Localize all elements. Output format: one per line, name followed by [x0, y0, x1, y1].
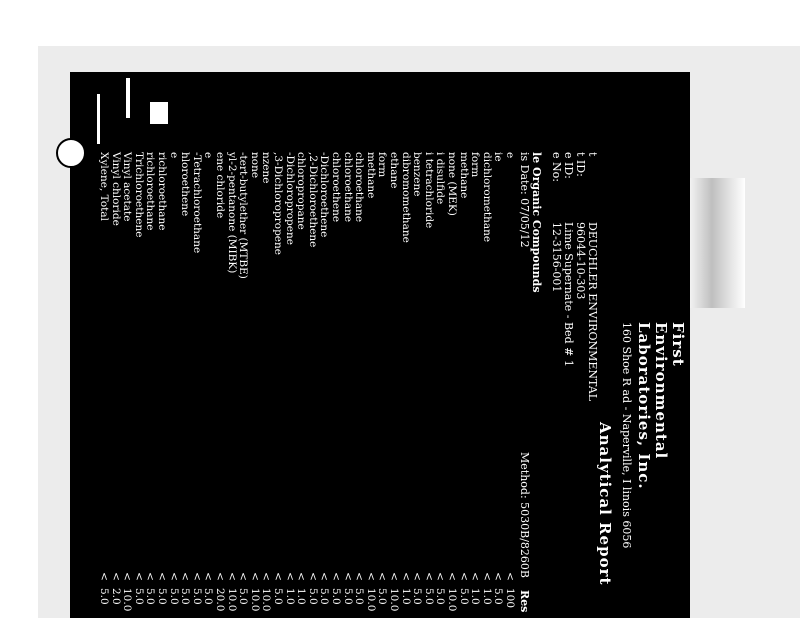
less-than-sign: < — [306, 572, 319, 581]
table-row — [422, 152, 435, 618]
compound-name: hloroethene — [179, 152, 192, 217]
less-than-sign: < — [225, 572, 238, 581]
compound-name: e — [167, 152, 180, 159]
table-row — [494, 152, 504, 618]
less-than-sign: < — [492, 572, 505, 581]
less-than-sign: < — [202, 572, 215, 581]
compound-name: ene chloride — [214, 152, 226, 219]
less-than-sign: < — [422, 572, 435, 581]
table-row — [123, 152, 133, 618]
compound-name: i disulfide — [434, 152, 447, 205]
compound-name: -Dichloropropene — [283, 152, 296, 245]
compound-name: dichloromethane — [480, 152, 493, 243]
less-than-sign: < — [167, 572, 180, 581]
result-value: 5.0 — [179, 588, 192, 605]
result-value: 20.0 — [214, 588, 226, 612]
compound-name: ethane — [388, 152, 400, 189]
table-row — [341, 152, 354, 618]
table-row — [413, 152, 423, 618]
result-value: 5.0 — [376, 588, 389, 605]
compound-name: Xylene, Total — [98, 152, 110, 221]
report-page — [70, 72, 690, 618]
field-value-sample-id: Lime Supernate - Bed # 1 — [562, 222, 575, 367]
result-value: 10.0 — [225, 588, 238, 612]
field-label-project-id: t ID: — [574, 152, 587, 177]
table-row — [399, 152, 412, 618]
compound-name: yl-2-pentanone (MIBK) — [225, 152, 238, 274]
less-than-sign: < — [318, 572, 331, 581]
table-row — [283, 152, 296, 618]
field-label-sample-id: e ID: — [562, 152, 575, 179]
logo-scan-fragment — [690, 178, 745, 308]
method-label: Method: 5030B/8260B — [518, 452, 531, 579]
table-row — [262, 152, 272, 618]
result-value: 5.0 — [98, 588, 110, 605]
less-than-sign: < — [156, 572, 168, 581]
result-value: 5.0 — [132, 588, 145, 605]
field-label-client: t — [586, 152, 599, 157]
company-name-line1: First — [669, 322, 687, 367]
compound-name: form — [376, 152, 389, 178]
table-row — [364, 152, 377, 618]
compound-name: none — [248, 152, 261, 179]
less-than-sign: < — [283, 572, 296, 581]
result-value: 10.0 — [446, 588, 458, 612]
compound-name: richloroethane — [144, 152, 157, 231]
compound-name: Vinyl acetate — [121, 152, 134, 222]
less-than-sign: < — [364, 572, 377, 581]
result-value: 1.0 — [295, 588, 308, 605]
table-row — [457, 152, 470, 618]
less-than-sign: < — [260, 572, 273, 581]
table-row — [471, 152, 481, 618]
scan-artifact — [126, 78, 130, 118]
table-row — [225, 152, 238, 618]
section-title: le Organic Compounds — [530, 152, 543, 293]
table-row — [378, 152, 388, 618]
compound-name: Trichloroethene — [132, 152, 145, 238]
result-value: 5.0 — [190, 588, 203, 605]
less-than-sign: < — [98, 572, 110, 581]
less-than-sign: < — [388, 572, 400, 581]
result-value: 100 — [504, 588, 516, 609]
company-name-line2: Environmental — [652, 322, 670, 460]
scan-artifact — [150, 102, 168, 124]
compound-name: chloroethane — [353, 152, 366, 223]
table-row — [158, 152, 168, 618]
field-value-sample-no: 12-3156-001 — [550, 222, 563, 293]
less-than-sign: < — [144, 572, 157, 581]
company-name-line3: Laboratories, Inc. — [635, 322, 653, 490]
field-value-project-id: 96044-10-303 — [574, 222, 587, 300]
result-value: 1.0 — [480, 588, 493, 605]
table-row — [306, 152, 319, 618]
less-than-sign: < — [399, 572, 412, 581]
less-than-sign: < — [376, 572, 389, 581]
compound-name: richloroethane — [156, 152, 168, 231]
report-title: Analytical Report — [596, 422, 614, 586]
less-than-sign: < — [480, 572, 493, 581]
company-address: 160 Shoe R ad - Naperville, I linois 6056 — [620, 322, 633, 549]
less-than-sign: < — [341, 572, 354, 581]
result-value: 10.0 — [260, 588, 273, 612]
table-row — [167, 152, 180, 618]
less-than-sign: < — [214, 572, 226, 581]
result-value: 1.0 — [283, 588, 296, 605]
result-value: 5.0 — [492, 588, 505, 605]
table-row — [204, 152, 214, 618]
less-than-sign: < — [446, 572, 458, 581]
compound-name: chloroethene — [330, 152, 342, 223]
table-row — [239, 152, 249, 618]
table-row — [190, 152, 203, 618]
less-than-sign: < — [132, 572, 145, 581]
table-row — [248, 152, 261, 618]
analysis-date: is Date: 07/05/12 — [518, 152, 531, 248]
result-value: 5.0 — [434, 588, 447, 605]
table-row — [132, 152, 145, 618]
compound-name: benzene — [411, 152, 424, 197]
table-row — [448, 152, 458, 618]
table-row — [216, 152, 226, 618]
result-value: 5.0 — [422, 588, 435, 605]
compound-name: -tert-butylether (MTBE) — [237, 152, 250, 279]
result-value: 10.0 — [248, 588, 261, 612]
result-value: 5.0 — [272, 588, 284, 605]
less-than-sign: < — [469, 572, 482, 581]
compound-name: ie — [492, 152, 505, 162]
less-than-sign: < — [109, 572, 122, 581]
result-value: 5.0 — [156, 588, 168, 605]
table-row — [436, 152, 446, 618]
table-row — [109, 152, 122, 618]
less-than-sign: < — [434, 572, 447, 581]
field-value-client: DEUCHLER ENVIRONMENTAL — [586, 222, 599, 402]
result-value: 1.0 — [399, 588, 412, 605]
compound-name: -Tetrachloroethane — [190, 152, 203, 254]
less-than-sign: < — [295, 572, 308, 581]
table-row — [506, 152, 516, 618]
less-than-sign: < — [411, 572, 424, 581]
compound-name: dibromomethane — [399, 152, 412, 243]
compound-name: i tetrachloride — [422, 152, 435, 229]
result-value: 1.0 — [469, 588, 482, 605]
table-row — [100, 152, 110, 618]
compound-name: ,3-Dichloropropene — [272, 152, 284, 255]
result-value: 5.0 — [330, 588, 342, 605]
less-than-sign: < — [504, 572, 516, 581]
field-label-sample-no: e No: — [550, 152, 563, 182]
compound-name: chloroethane — [341, 152, 354, 223]
table-row — [390, 152, 400, 618]
result-value: 5.0 — [411, 588, 424, 605]
table-row — [320, 152, 330, 618]
compound-name: methane — [457, 152, 470, 199]
table-row — [355, 152, 365, 618]
punch-hole-icon — [56, 138, 86, 168]
table-row — [480, 152, 493, 618]
compound-name: e — [504, 152, 516, 159]
less-than-sign: < — [179, 572, 192, 581]
table-row — [274, 152, 284, 618]
result-value: 5.0 — [318, 588, 331, 605]
less-than-sign: < — [237, 572, 250, 581]
result-value: 5.0 — [167, 588, 180, 605]
compound-name: e — [202, 152, 215, 159]
less-than-sign: < — [330, 572, 342, 581]
result-value: 5.0 — [237, 588, 250, 605]
compound-name: ,2-Dichloroethene — [306, 152, 319, 248]
compound-name: nzene — [260, 152, 273, 184]
compound-name: none (MEK) — [446, 152, 458, 216]
less-than-sign: < — [457, 572, 470, 581]
results-header: Res — [518, 590, 531, 613]
result-value: 10.0 — [388, 588, 400, 612]
table-row — [332, 152, 342, 618]
compound-name: chloropropane — [295, 152, 308, 230]
table-row — [297, 152, 307, 618]
result-value: 5.0 — [341, 588, 354, 605]
result-value: 2.0 — [109, 588, 122, 605]
result-value: 5.0 — [144, 588, 157, 605]
less-than-sign: < — [353, 572, 366, 581]
result-value: 5.0 — [202, 588, 215, 605]
table-row — [146, 152, 156, 618]
rotated-report — [70, 72, 690, 618]
less-than-sign: < — [272, 572, 284, 581]
compound-name: -Dichloroethene — [318, 152, 331, 238]
result-value: 5.0 — [306, 588, 319, 605]
table-row — [181, 152, 191, 618]
compound-name: Vinyl chloride — [109, 152, 122, 226]
result-value: 10.0 — [364, 588, 377, 612]
compound-name: methane — [364, 152, 377, 199]
result-value: 5.0 — [457, 588, 470, 605]
compound-name: form — [469, 152, 482, 178]
less-than-sign: < — [248, 572, 261, 581]
less-than-sign: < — [121, 572, 134, 581]
less-than-sign: < — [190, 572, 203, 581]
result-value: 5.0 — [353, 588, 366, 605]
result-value: 10.0 — [121, 588, 134, 612]
scan-artifact — [97, 94, 100, 144]
